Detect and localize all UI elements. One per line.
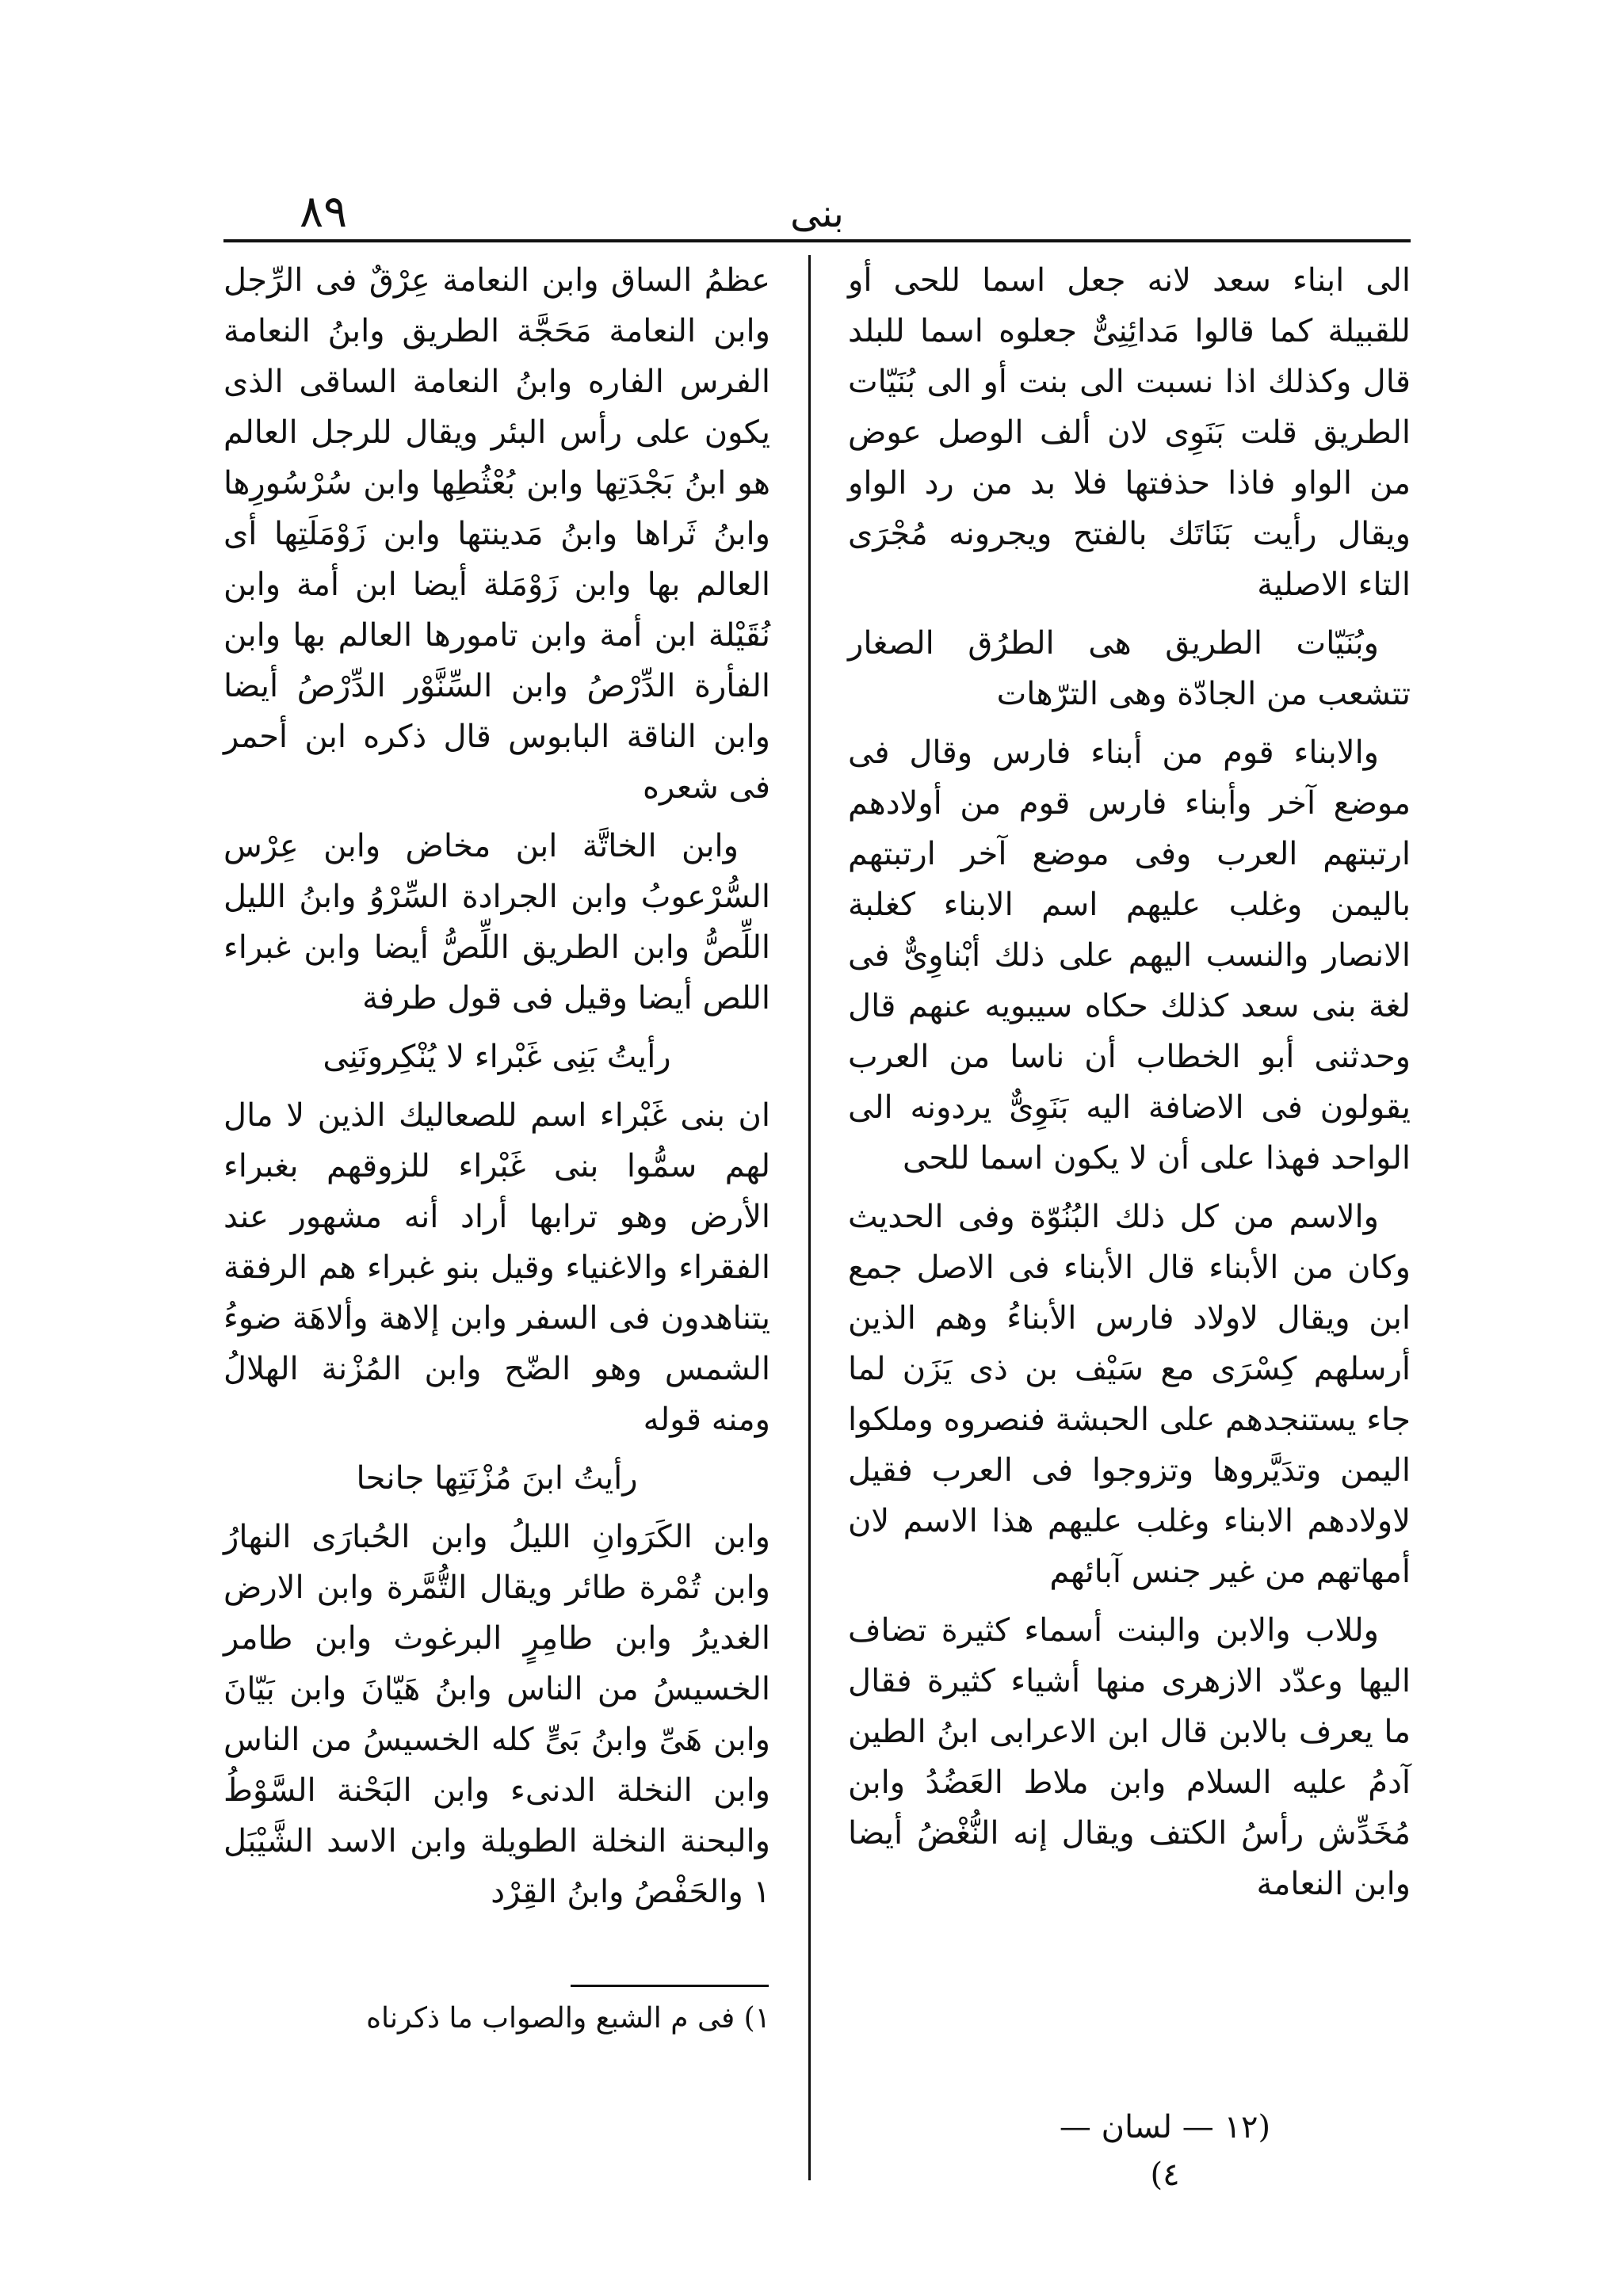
verse-line: رأيتُ بَنِى غَبْراء لا يُنْكِرونَنِى (323, 1039, 671, 1075)
paragraph: والابناء قوم من أبناء فارس وقال فى موضع آخر وأبناء فارس قوم من أولادهم ارتبتهم العرب وفى موضع آخر ارتبتهم باليمن وغلب عليهم اسم الابناء كغلبة الانصار والنسب اليهم على ذلك أبْناوِىٌّ فى لغة بنى سعد كذلك حكاه سيبويه عنهم قال وحدثنى أبو الخطاب أن ناسا من العرب يقولون فى الاضافة اليه بَنَوِىٌّ يردونه الى الواحد فهذا على أن لا يكون اسما للحى (848, 734, 1411, 1177)
right-column (848, 255, 1411, 1917)
paragraph: وابن الخاتَّة ابن مخاض وابن عِرْس السُّرْعوبُ وابن الجرادة السِّرْوُ وابنُ الليل اللِّصُّ وابن الطريق اللِّصُّ أيضا وابن غبراء اللص أيضا وقيل فى قول طرفة (223, 828, 770, 1016)
paragraph: الى ابناء سعد لانه جعل اسما للحى أو للقبيلة كما قالوا مَدائِنِىٌّ جعلوه اسما للبلد قال وكذلك اذا نسبت الى بنت أو الى بُنَيّات الطريق قلت بَنَوِى لان ألف الوصل عوض من الواو فاذا حذفتها فلا بد من رد الواو ويقال رأيت بَنَاتَك بالفتح ويجرونه مُجْرَى التاء الاصلية (848, 262, 1411, 603)
paragraph: عظمُ الساق وابن النعامة عِرْقٌ فى الرِّجل وابن النعامة مَحَجَّة الطريق وابنُ النعامة الفرس الفاره وابنُ النعامة الساقى الذى يكون على رأس البئر ويقال للرجل العالم هو ابنُ بَجْدَتِها وابن بُعْثُطِها وابن سُرْسُورِها وابنُ ثَراها وابنُ مَدينتها وابن زَوْمَلَتِها أى العالم بها وابن زَوْمَلة أيضا ابن أمة وابن نُقَيْلة ابن أمة وابن تامورها العالم بها وابن الفأرة الدِّرْصُ وابن السِّنَّوْر الدِّرْصُ أيضا وابن الناقة البابوس قال ذكره ابن أحمر فى شعره (223, 262, 770, 806)
footnote-rule (571, 1985, 769, 1987)
paragraph: وابن الكَرَوانِ الليلُ وابن الحُبارَى النهارُ وابن تُمْرة طائر ويقال التُّمَّرة وابن الارض الغديرُ وابن طامِرٍ البرغوث وابن طامر الخسيسُ من الناس وابنُ هَيّانَ وابن بَيّانَ وابن هَىِّ وابنُ بَىٍّ كله الخسيسُ من الناس وابن النخلة الدنىء وابن البَحْنة السَّوْطُ والبحنة النخلة الطويلة وابن الاسد الشَّيْبَل ١ والحَفْصُ وابنُ القِرْد (223, 1519, 770, 1910)
left-column (223, 255, 770, 1925)
page-number: ٨٩ (300, 186, 348, 238)
page-header (223, 187, 1411, 242)
paragraph: وبُنَيّات الطريق هى الطرُق الصغار تتشعب من الجادّة وهى الترّهات (848, 625, 1411, 712)
paragraph: والاسم من كل ذلك البُنُوّة وفى الحديث وكان من الأبناء قال الأبناء فى الاصل جمع ابن ويقال لاولاد فارس الأبناءُ وهم الذين أرسلهم كِسْرَى مع سَيْف بن ذى يَزَن لما جاء يستنجدهم على الحبشة فنصروه وملكوا اليمن وتدَيَّروها وتزوجوا فى العرب فقيل لاولادهم الابناء وغلب عليهم هذا الاسم لان أمهاتهم من غير جنس آبائهم (848, 1199, 1411, 1590)
verse-line: رأيتُ ابنَ مُزْنَتِها جانحا (356, 1460, 638, 1497)
paragraph: وللاب والابن والبنت أسماء كثيرة تضاف اليها وعدّد الازهرى منها أشياء كثيرة فقال ما يعرف بالابن قال ابن الاعرابى ابنُ الطين آدمُ عليه السلام وابن ملاط العَضُدُ وابن مُخَدِّش رأسُ الكتف ويقال إنه النُّغْضُ أيضا وابن النعامة (848, 1612, 1411, 1902)
running-title: بنى (790, 192, 844, 236)
footnote: ١) فى م الشبع والصواب ما ذكرناه (366, 2002, 770, 2035)
header-rule (223, 239, 1411, 242)
column-divider (808, 255, 811, 2180)
printer-signature: (١٢ — لسان — ٤) (1059, 2109, 1271, 2193)
paragraph: ان بنى غَبْراء اسم للصعاليك الذين لا مال لهم سمُّوا بنى غَبْراء للزوقهم بغبراء الأرض وهو ترابها أراد أنه مشهور عند الفقراء والاغنياء وقيل بنو غبراء هم الرفقة يتناهدون فى السفر وابن إلاهة وألاهَة ضوءُ الشمس وهو الضّح وابن المُزْنة الهلالُ ومنه قوله (223, 1097, 770, 1438)
